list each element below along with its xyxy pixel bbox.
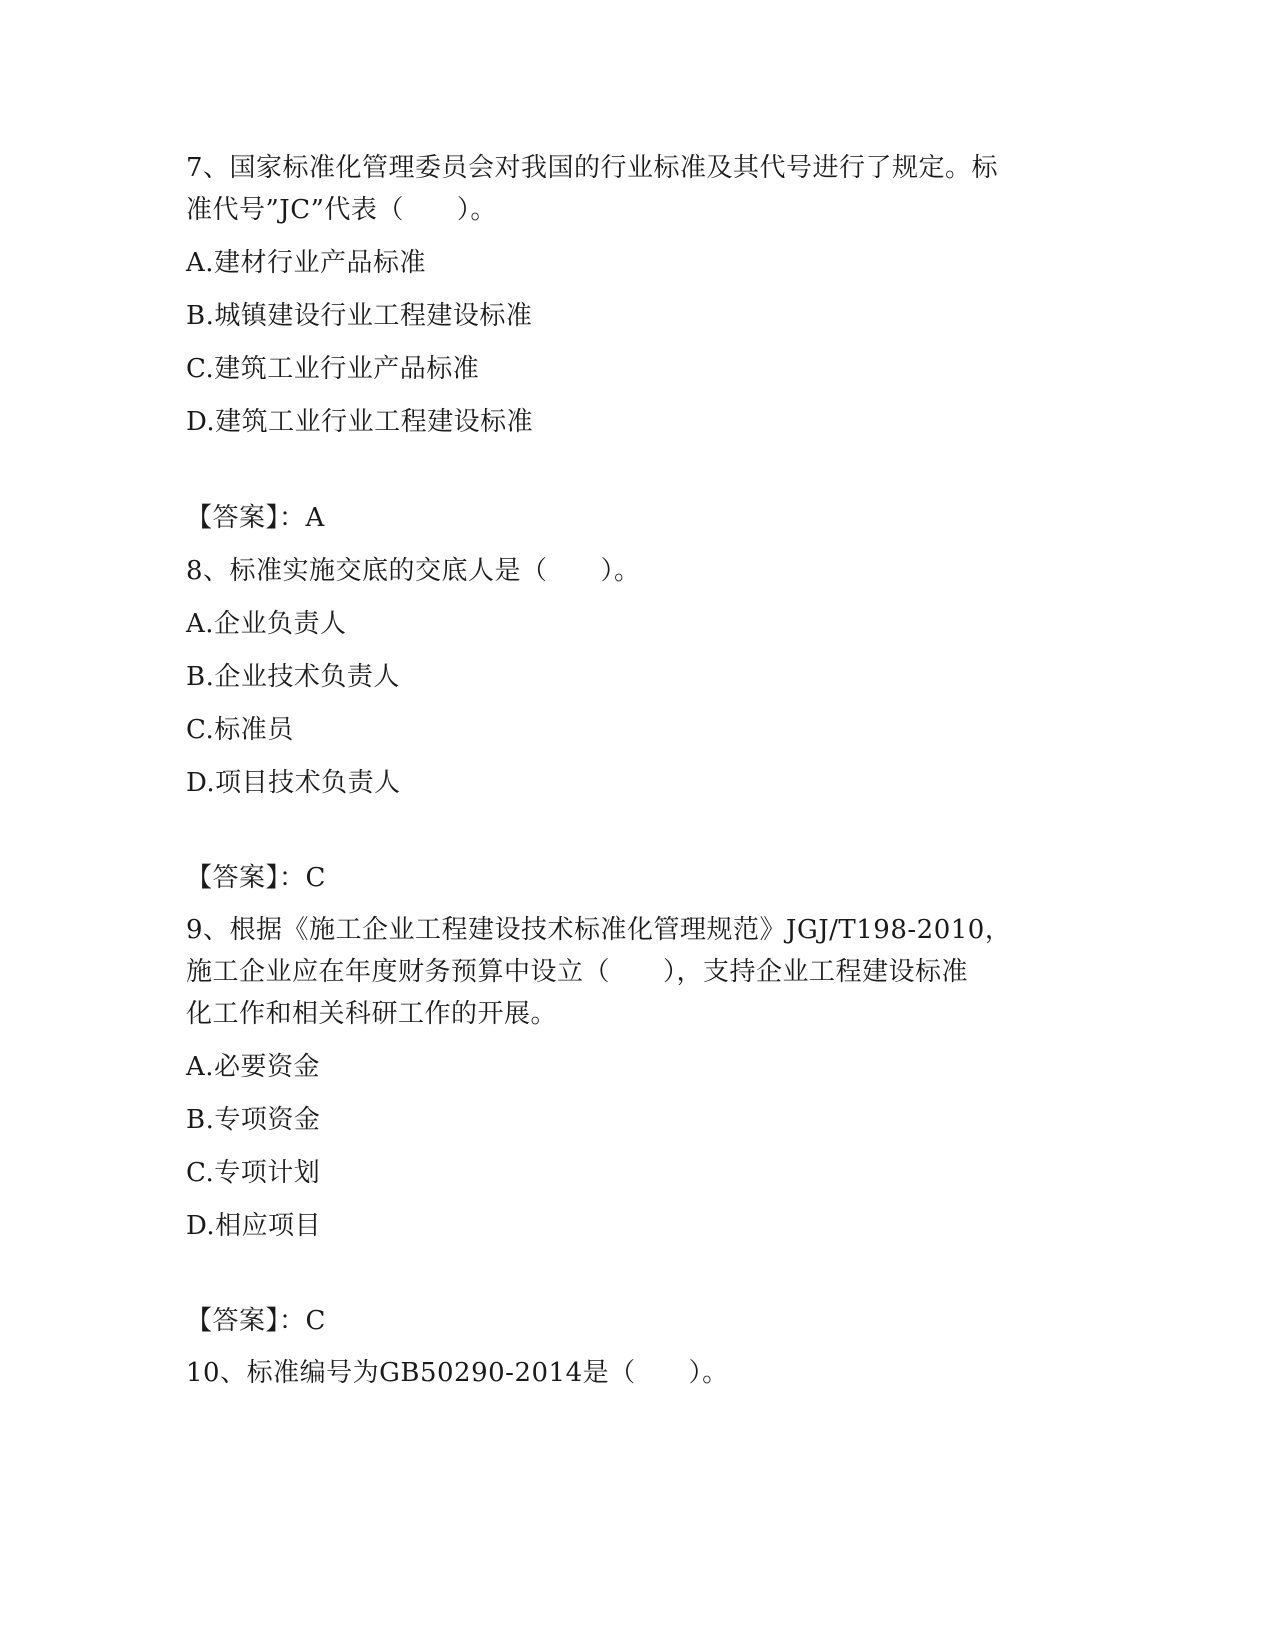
question-9-option-d: D.相应项目 xyxy=(186,1211,322,1241)
question-10-stem-line-1: 10、标准编号为GB50290-2014是（ ）。 xyxy=(186,1358,729,1388)
question-7-stem-line-2: 准代号”JC”代表（ ）。 xyxy=(186,195,497,225)
question-9-stem-line-2: 施工企业应在年度财务预算中设立（ ），支持企业工程建设标准 xyxy=(186,957,969,987)
question-8-option-c: C.标准员 xyxy=(186,715,294,745)
question-9-option-b: B.专项资金 xyxy=(186,1105,321,1135)
question-9-stem-line-1: 9、根据《施工企业工程建设技术标准化管理规范》JGJ/T198-2010， xyxy=(186,915,1012,945)
question-7-option-a: A.建材行业产品标准 xyxy=(186,248,427,278)
question-8-option-d: D.项目技术负责人 xyxy=(186,768,401,798)
question-8-stem-line-1: 8、标准实施交底的交底人是（ ）。 xyxy=(186,556,641,586)
question-7-option-c: C.建筑工业行业产品标准 xyxy=(186,354,480,384)
question-7-stem-line-1: 7、国家标准化管理委员会对我国的行业标准及其代号进行了规定。标 xyxy=(186,153,999,183)
question-9-stem-line-3: 化工作和相关科研工作的开展。 xyxy=(186,999,558,1029)
question-7-option-d: D.建筑工业行业工程建设标准 xyxy=(186,407,534,437)
question-9-option-a: A.必要资金 xyxy=(186,1052,321,1082)
question-9-answer: 【答案】：C xyxy=(186,1306,326,1336)
question-9-option-c: C.专项计划 xyxy=(186,1158,321,1188)
question-8-option-b: B.企业技术负责人 xyxy=(186,662,400,692)
question-8-option-a: A.企业负责人 xyxy=(186,609,347,639)
question-8-answer: 【答案】：C xyxy=(186,863,326,893)
question-7-answer: 【答案】：A xyxy=(186,503,325,533)
question-7-option-b: B.城镇建设行业工程建设标准 xyxy=(186,301,533,331)
